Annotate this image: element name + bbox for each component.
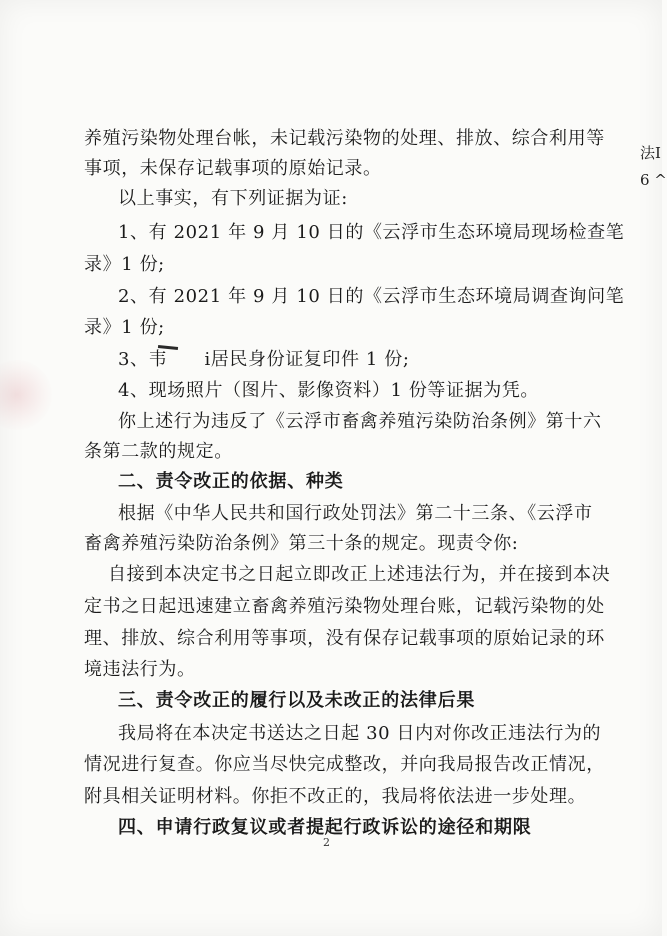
evidence-item-2: 2、有 2021 年 9 月 10 日的《云浮市生态环境局调查询问笔 (118, 286, 625, 307)
paragraph-line: 以上事实，有下列证据为证: (118, 188, 348, 209)
section-heading-4: 四、申请行政复议或者提起行政诉讼的途径和期限 (118, 817, 532, 838)
paragraph-line: 条第二款的规定。 (84, 441, 233, 462)
paragraph-line: 畜禽养殖污染防治条例》第三十条的规定。现责令你: (84, 533, 519, 554)
paragraph-line: 根据《中华人民共和国行政处罚法》第二十三条、《云浮市 (118, 503, 593, 524)
paragraph-line: 境违法行为。 (84, 659, 196, 680)
paragraph-line: 定书之日起迅速建立畜禽养殖污染物处理台账，记载污染物的处 (84, 596, 605, 617)
page-number: 2 (323, 836, 330, 849)
evidence-item-3: 3、韦 i居民身份证复印件 1 份; (118, 349, 410, 370)
margin-note-line: 6 ^ (640, 171, 667, 189)
paragraph-line: 我局将在本决定书送达之日起 30 日内对你改正违法行为的 (118, 723, 602, 744)
paragraph-line: 录》1 份; (84, 317, 165, 338)
evidence-item-4: 4、现场照片（图片、影像资料）1 份等证据为凭。 (118, 380, 540, 401)
paragraph-line: 自接到本决定书之日起立即改正上述违法行为，并在接到本决 (108, 564, 611, 585)
evidence-item-1: 1、有 2021 年 9 月 10 日的《云浮市生态环境局现场检查笔 (118, 222, 625, 243)
section-heading-3: 三、责令改正的履行以及未改正的法律后果 (118, 690, 476, 711)
paragraph-line: 录》1 份; (84, 254, 165, 275)
paragraph-line: 你上述行为违反了《云浮市畜禽养殖污染防治条例》第十六 (118, 411, 602, 432)
paragraph-line: 养殖污染物处理台帐，未记载污染物的处理、排放、综合利用等 (84, 128, 605, 149)
paragraph-line: 附具相关证明材料。你拒不改正的，我局将依法进一步处理。 (84, 786, 587, 807)
paragraph-line: 事项，未保存记载事项的原始记录。 (84, 158, 382, 179)
paragraph-line: 理、排放、综合利用等事项，没有保存记载事项的原始记录的环 (84, 628, 605, 649)
margin-note-line: 法I (640, 144, 661, 162)
section-heading-2: 二、责令改正的依据、种类 (118, 471, 344, 492)
paragraph-line: 情况进行复查。你应当尽快完成整改，并向我局报告改正情况， (84, 754, 605, 775)
